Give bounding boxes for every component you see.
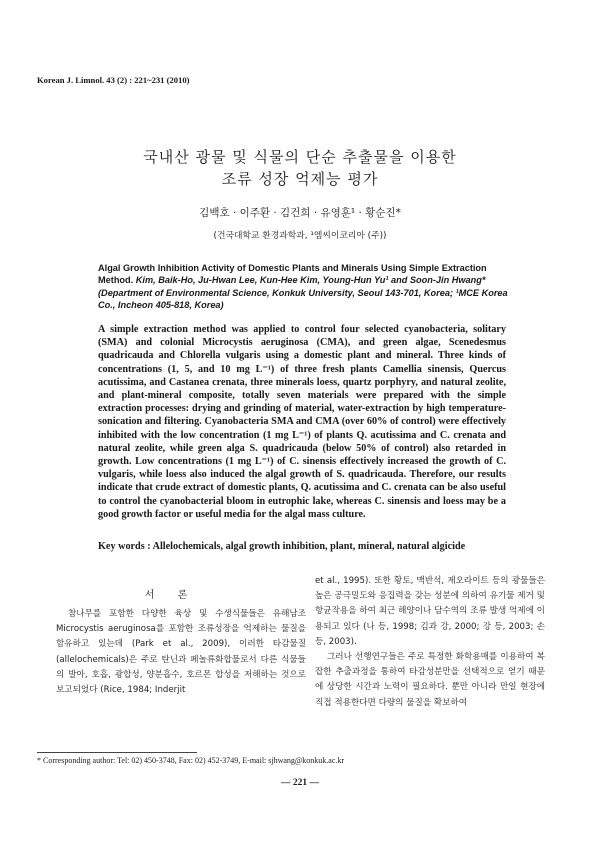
- corresponding-author-footnote: * Corresponding author: Tel: 02) 450-3748, Fax: 02) 452-3749, E-mail: sjhwang@konkuk.ac.kr: [37, 756, 345, 765]
- journal-citation: Korean J. Limnol. 43 (2) : 221~231 (2010): [37, 75, 190, 85]
- body-paragraph: 참나무를 포함한 다양한 육상 및 수생식물들은 유해남조 Microcystis aeruginosa를 포함한 조류성장을 억제하는 물질을 함유하고 있는데 (Park et al., 2009), 이러한 타감물질 (allelochemicals)은 주로 탄닌과 페놀류화합물로서 다른 식물들의 발아, 호흡, 광합성, 양분흡수, 호르몬 합성을 저해하는 것으로 보고되었다 (Rice, 1984; Inderjit: [56, 609, 306, 696]
- english-title-block: [98, 262, 518, 312]
- body-column-left: [56, 607, 306, 698]
- korean-affiliation: (건국대학교 환경과학과, ¹엠씨이코리아 (주)): [213, 231, 387, 241]
- english-affiliation: (Department of Environmental Science, Konkuk University, Seoul 143-701, Korea; ¹MCE Korea Co., Incheon 405-818, Korea): [98, 287, 508, 311]
- footnote-divider: [37, 752, 197, 753]
- english-title: Algal Growth Inhibition Activity of Domestic Plants and Minerals Using Simple Extraction Method.: [98, 263, 487, 286]
- abstract: A simple extraction method was applied to control four selected cyanobacteria, solitary (SMA) and colonial Microcystis aeruginosa (CMA), and green algae, Scenedesmus quadricauda and Chlorella vulgaris using a domestic plant and mineral. Three kinds of concentrations (1, 5, and 10 mg L⁻¹) of three fresh plants Camellia sinensis, Quercus acutissima, and Castanea crenata, three minerals loess, quartz porphyry, and natural zeolite, and plant-mineral composite, totally seven materials were prepared with the simple extraction processes: drying and grinding of material, water-extraction by high temperature-sonication and filtering. Cyanobacteria SMA and CMA (over 60% of control) were effectively inhibited with the low concentration (1 mg L⁻¹) of plants Q. acutissima and C. crenata and natural zeolite, while green alga S. quadricauda (below 50% of control) also retarded in growth. Low concentrations (1 mg L⁻¹) of C. sinensis effectively increased the growth of C. vulgaris, while loess also induced the algal growth of S. quadricauda. Therefore, our results indicate that crude extract of domestic plants, Q. acutissima and C. crenata can be also useful to control the cyanobacterial bloom in eutrophic lake, whereas C. sinensis and loess may be a good growth factor or useful media for the algal mass culture.: [98, 324, 506, 520]
- keywords: Key words : Allelochemicals, algal growth inhibition, plant, mineral, natural algicide: [98, 541, 466, 552]
- body-paragraph: et al., 1995). 또한 황토, 맥반석, 제오라이트 등의 광물들은 높은 공극밀도와 응집력을 갖는 성분에 의하여 유기물 제거 및 항균작용을 하여 최근 해양이나 담수역의 조류 발생 억제에 이용되고 있다 (나 등, 1998; 김과 강, 2000; 강 등, 2003; 손 등, 2003).: [315, 576, 545, 647]
- body-paragraph: 그러나 선행연구들은 주로 특정한 화학용매를 이용하여 복잡한 추출과정을 통하여 타감성분만을 선택적으로 얻기 때문에 상당한 시간과 노력이 필요하다. 뿐만 아니라 만일 현장에 직접 적용한다면 다량의 물질을 확보하여: [315, 652, 545, 708]
- korean-title-line-2: 조류 성장 억제능 평가: [221, 170, 379, 188]
- korean-authors: 김백호 · 이주환 · 김건희 · 유영훈¹ · 황순진*: [199, 207, 401, 219]
- english-authors: Kim, Baik-Ho, Ju-Hwan Lee, Kun-Hee Kim, Young-Hun Yu¹ and Soon-Jin Hwang*: [135, 275, 486, 286]
- korean-title-line-1: 국내산 광물 및 식물의 단순 추출물을 이용한: [143, 148, 457, 166]
- body-column-right: [315, 574, 545, 711]
- section-heading-introduction: 서 론: [144, 590, 198, 601]
- page-number: — 221 —: [281, 778, 319, 788]
